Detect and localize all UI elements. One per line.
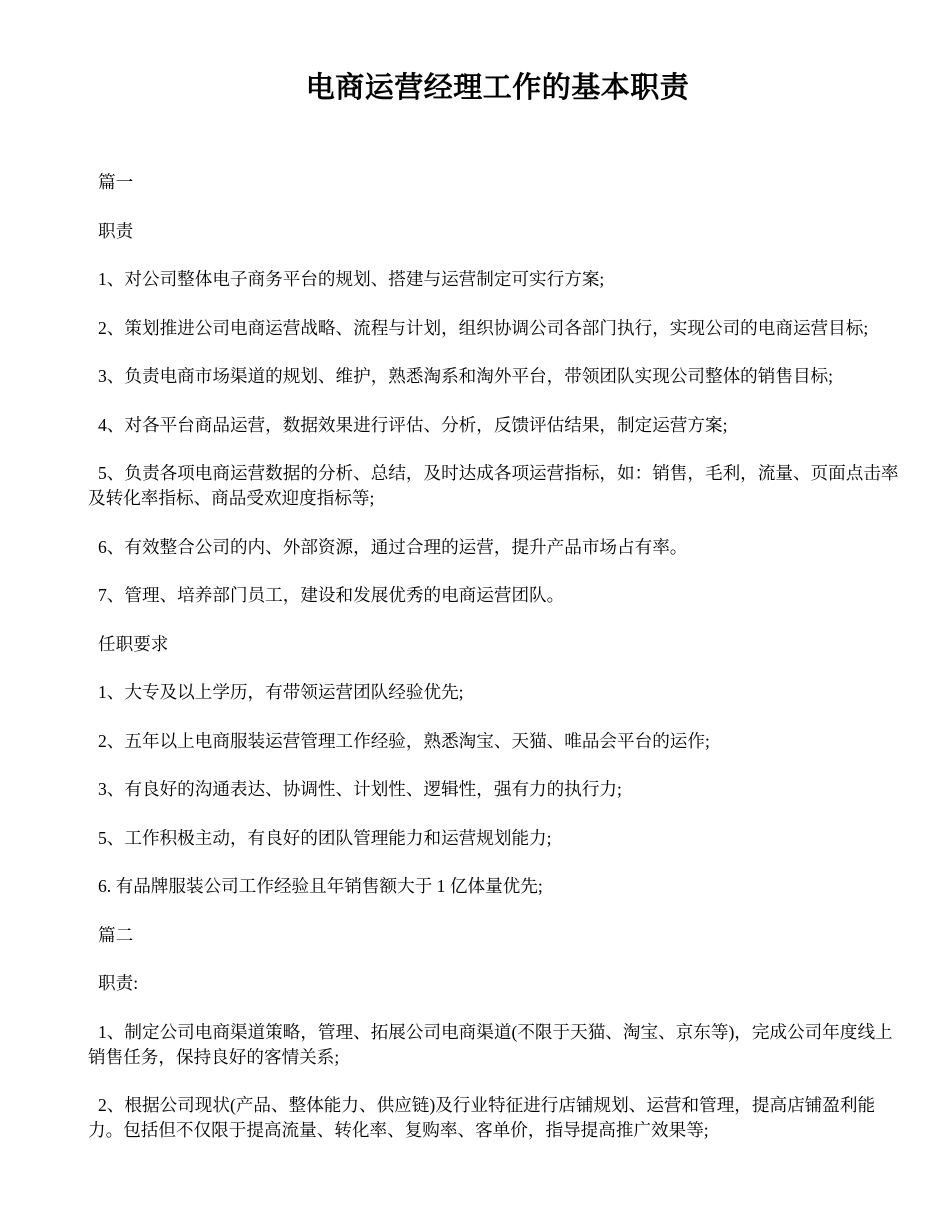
paragraph: 5、工作积极主动，有良好的团队管理能力和运营规划能力; bbox=[98, 827, 552, 848]
paragraph: 5、负责各项电商运营数据的分析、总结，及时达成各项运营指标，如：销售，毛利，流量、页面点击率及转化率指标、商品受欢迎度指标等; bbox=[88, 463, 899, 508]
paragraph: 1、对公司整体电子商务平台的规划、搭建与运营制定可实行方案; bbox=[98, 269, 605, 289]
document-body bbox=[88, 170, 908, 1167]
paragraph: 7、管理、培养部门员工，建设和发展优秀的电商运营团队。 bbox=[98, 585, 565, 605]
paragraph: 2、策划推进公司电商运营战略、流程与计划，组织协调公司各部门执行，实现公司的电商运营目标; bbox=[98, 317, 869, 338]
paragraph: 2、根据公司现状(产品、整体能力、供应链)及行业特征进行店铺规划、运营和管理，提高店铺盈利能力。包括但不仅限于提高流量、转化率、复购率、客单价，指导提高推广效果等; bbox=[88, 1095, 876, 1140]
subsection-heading: 职责 bbox=[98, 220, 134, 241]
subsection-heading: 职责: bbox=[98, 973, 139, 993]
subsection-heading: 任职要求 bbox=[98, 633, 169, 654]
document-title: 电商运营经理工作的基本职责 bbox=[305, 72, 690, 104]
paragraph: 3、有良好的沟通表达、协调性、计划性、逻辑性，强有力的执行力; bbox=[98, 779, 622, 799]
paragraph: 6、有效整合公司的内、外部资源，通过合理的运营，提升产品市场占有率。 bbox=[98, 536, 688, 557]
section-heading: 篇二 bbox=[98, 924, 134, 945]
paragraph: 4、对各平台商品运营，数据效果进行评估、分析，反馈评估结果，制定运营方案; bbox=[98, 414, 728, 435]
paragraph: 6. 有品牌服装公司工作经验且年销售额大于 1 亿体量优先; bbox=[98, 876, 543, 896]
paragraph: 1、制定公司电商渠道策略，管理、拓展公司电商渠道(不限于天猫、淘宝、京东等)，完成公司年度线上销售任务，保持良好的客情关系; bbox=[88, 1021, 893, 1067]
section-heading: 篇一 bbox=[98, 172, 134, 192]
paragraph: 3、负责电商市场渠道的规划、维护，熟悉淘系和淘外平台，带领团队实现公司整体的销售目标; bbox=[98, 366, 834, 386]
paragraph: 1、大专及以上学历，有带领运营团队经验优先; bbox=[98, 682, 464, 702]
paragraph: 2、五年以上电商服装运营管理工作经验，熟悉淘宝、天猫、唯品会平台的运作; bbox=[98, 730, 710, 751]
